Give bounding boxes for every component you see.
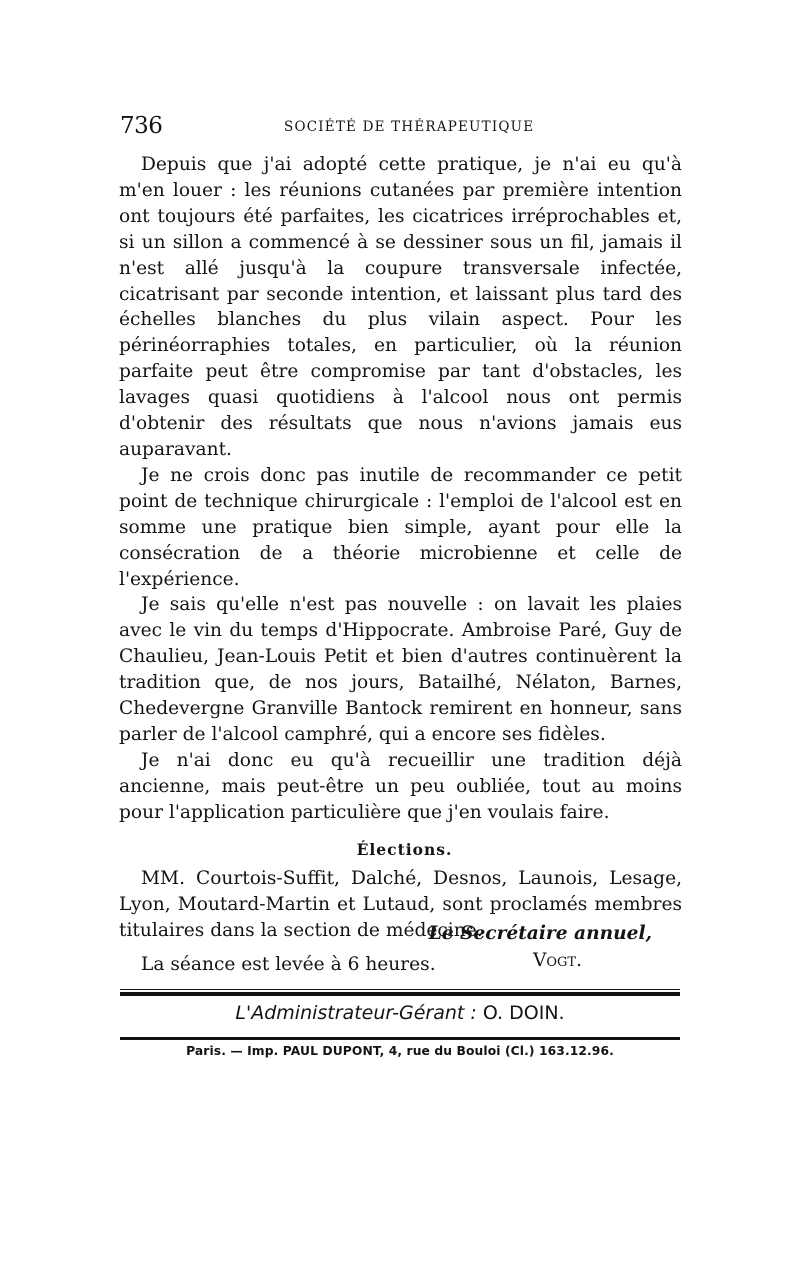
page-number: 736 [120,113,163,139]
imprint-rule [120,1037,680,1040]
paragraph: Je sais qu'elle n'est pas nouvelle : on lavait les plaies avec le vin du temps d'Hippocrate. Ambroise Paré, Guy de Chaulieu, Jean-Louis Petit et bien d'autres continuèrent la tradition que, de nos jours, Batailhé, Nélaton, Barnes, Chedevergne Granville Bantock remirent en honneur, sans parler de l'alcool camphré, qui a encore ses fidèles. [119,594,682,745]
administrator-label: L'Administrateur-Gérant : [235,1002,477,1024]
signature-title: Le Secrétaire annuel, [428,923,652,944]
section-title: Élections. [356,839,453,859]
running-title: SOCIÉTÉ DE THÉRAPEUTIQUE [284,119,535,135]
administrator-name: O. DOIN. [482,1002,565,1024]
elections-paragraph: MM. Courtois-Suffit, Dalché, Desnos, Launois, Lesage, Lyon, Moutard-Martin et Lutaud, sont proclamés membres titulaires dans la section de médecine. [119,868,682,942]
footer-rule-thin [120,989,680,990]
printer-imprint: Paris. — Imp. PAUL DUPONT, 4, rue du Bouloi (Cl.) 163.12.96. [186,1044,614,1058]
footer-rule-thick [120,992,680,996]
signature-block [119,920,654,974]
paragraph: Je n'ai donc eu qu'à recueillir une tradition déjà ancienne, mais peut-être un peu oubliée, tout au moins pour l'application particulière que j'en voulais faire. [119,749,682,823]
body-text [119,152,682,978]
signature-name: Vogt. [532,950,582,971]
administrator-line [120,1000,680,1026]
paragraph: Depuis que j'ai adopté cette pratique, je n'ai eu qu'à m'en louer : les réunions cutanées par première intention ont toujours été parfaites, les cicatrices irréprochables et, si un sillon a commencé à se dessiner sous un fil, jamais il n'est allé jusqu'à la coupure transversale infectée, cicatrisant par seconde intention, et laissant plus tard des échelles blanches du plus vilain aspect. Pour les périnéorraphies totales, en particulier, où la réunion parfaite peut être compromise par tant d'obstacles, les lavages quasi quotidiens à l'alcool nous ont permis d'obtenir des résultats que nous n'avions jamais eus auparavant. [119,154,682,460]
paragraph: Je ne crois donc pas inutile de recommander ce petit point de technique chirurgicale : l'emploi de l'alcool est en somme une pratique bien simple, ayant pour elle la consécration de a théorie microbienne et celle de l'expérience. [119,464,682,590]
closing-paragraph: La séance est levée à 6 heures. [141,954,436,976]
